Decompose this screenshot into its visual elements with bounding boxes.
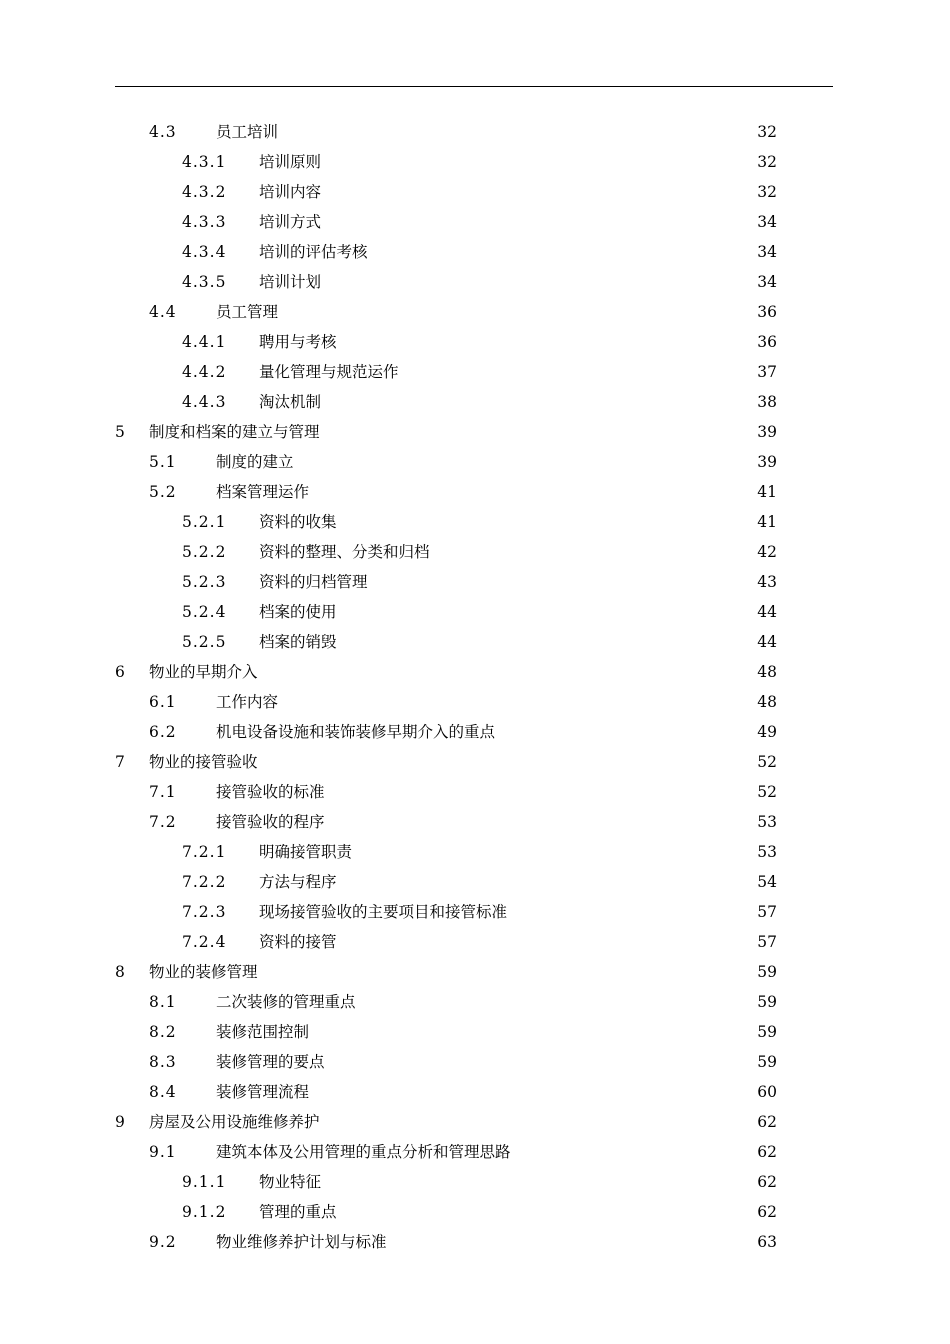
toc-entry[interactable] (0, 447, 950, 477)
toc-entry-page: 62 (757, 1203, 777, 1221)
toc-entry[interactable] (0, 567, 950, 597)
toc-entry-page: 36 (757, 303, 777, 321)
toc-entry-page: 48 (757, 663, 777, 681)
toc-entry-page: 38 (757, 393, 777, 411)
toc-entry[interactable] (0, 327, 950, 357)
toc-entry[interactable] (0, 1167, 950, 1197)
toc-entry-number: 7.2 (149, 813, 177, 831)
toc-entry-page: 62 (757, 1113, 777, 1131)
table-of-contents (0, 117, 950, 1257)
toc-entry-number: 5.2.1 (182, 513, 227, 531)
toc-entry-number: 5.2 (149, 483, 177, 501)
toc-entry-title: 接管验收的标准 (216, 783, 325, 801)
toc-entry-page: 39 (757, 453, 777, 471)
toc-entry-number: 8.1 (149, 993, 177, 1011)
toc-entry-number: 4.3.2 (182, 183, 227, 201)
toc-entry[interactable] (0, 237, 950, 267)
toc-entry-title: 接管验收的程序 (216, 813, 325, 831)
toc-entry-title: 工作内容 (216, 693, 279, 711)
toc-entry-page: 54 (757, 873, 777, 891)
toc-entry-title: 聘用与考核 (259, 333, 337, 351)
toc-entry-title: 装修管理的要点 (216, 1053, 325, 1071)
toc-entry-number: 8.2 (149, 1023, 177, 1041)
toc-entry-number: 9.2 (149, 1233, 177, 1251)
toc-entry-page: 32 (757, 153, 777, 171)
toc-entry-number: 7.2.3 (182, 903, 227, 921)
toc-entry-number: 7.1 (149, 783, 177, 801)
toc-entry-title: 机电设备设施和装饰装修早期介入的重点 (216, 723, 496, 741)
toc-entry-title: 资料的整理、分类和归档 (259, 543, 430, 561)
toc-entry-page: 63 (757, 1233, 777, 1251)
toc-entry-page: 53 (757, 843, 777, 861)
toc-entry-title: 培训内容 (259, 183, 322, 201)
toc-entry[interactable] (0, 627, 950, 657)
toc-entry[interactable] (0, 147, 950, 177)
toc-entry-page: 48 (757, 693, 777, 711)
toc-entry-title: 物业的接管验收 (149, 753, 258, 771)
toc-entry[interactable] (0, 867, 950, 897)
toc-entry-page: 62 (757, 1143, 777, 1161)
toc-entry[interactable] (0, 717, 950, 747)
toc-entry[interactable] (0, 117, 950, 147)
toc-entry-number: 4.3 (149, 123, 177, 141)
toc-entry-page: 57 (757, 933, 777, 951)
toc-entry[interactable] (0, 297, 950, 327)
toc-entry[interactable] (0, 477, 950, 507)
toc-entry-title: 方法与程序 (259, 873, 337, 891)
toc-entry-title: 物业的装修管理 (149, 963, 258, 981)
toc-entry[interactable] (0, 267, 950, 297)
toc-entry-number: 5.2.5 (182, 633, 227, 651)
toc-entry-number: 7.2.2 (182, 873, 227, 891)
toc-entry-number: 5.2.2 (182, 543, 227, 561)
toc-entry-number: 5.2.3 (182, 573, 227, 591)
toc-entry-title: 明确接管职责 (259, 843, 353, 861)
toc-entry-number: 9.1 (149, 1143, 177, 1161)
toc-entry-page: 49 (757, 723, 777, 741)
toc-entry-number: 5 (115, 423, 126, 441)
toc-entry-title: 二次装修的管理重点 (216, 993, 356, 1011)
toc-entry-title: 装修范围控制 (216, 1023, 310, 1041)
toc-entry[interactable] (0, 687, 950, 717)
toc-entry-number: 9.1.2 (182, 1203, 227, 1221)
toc-entry-page: 59 (757, 1023, 777, 1041)
toc-entry[interactable] (0, 987, 950, 1017)
toc-entry-page: 59 (757, 963, 777, 981)
toc-entry-title: 制度的建立 (216, 453, 294, 471)
toc-entry-page: 52 (757, 783, 777, 801)
toc-entry-number: 5.2.4 (182, 603, 227, 621)
toc-entry-page: 52 (757, 753, 777, 771)
toc-entry-page: 60 (757, 1083, 777, 1101)
toc-entry-page: 41 (757, 483, 777, 501)
toc-entry-page: 39 (757, 423, 777, 441)
toc-entry-title: 资料的收集 (259, 513, 337, 531)
toc-entry[interactable] (0, 387, 950, 417)
toc-entry-page: 41 (757, 513, 777, 531)
toc-entry[interactable] (0, 1107, 950, 1137)
toc-entry[interactable] (0, 837, 950, 867)
toc-entry-title: 装修管理流程 (216, 1083, 310, 1101)
toc-entry[interactable] (0, 957, 950, 987)
toc-entry-page: 34 (757, 213, 777, 231)
toc-entry-number: 5.1 (149, 453, 177, 471)
toc-entry-number: 8 (115, 963, 126, 981)
toc-entry-number: 7 (115, 753, 126, 771)
toc-entry-number: 7.2.4 (182, 933, 227, 951)
toc-entry-number: 4.4.3 (182, 393, 227, 411)
toc-entry[interactable] (0, 597, 950, 627)
toc-entry[interactable] (0, 1197, 950, 1227)
toc-entry-title: 培训方式 (259, 213, 322, 231)
toc-entry-number: 4.3.1 (182, 153, 227, 171)
toc-entry-page: 37 (757, 363, 777, 381)
toc-entry-page: 36 (757, 333, 777, 351)
toc-entry-page: 32 (757, 183, 777, 201)
toc-entry[interactable] (0, 207, 950, 237)
toc-entry-page: 62 (757, 1173, 777, 1191)
toc-entry[interactable] (0, 657, 950, 687)
toc-entry-page: 34 (757, 273, 777, 291)
toc-entry-number: 4.4.2 (182, 363, 227, 381)
toc-entry-title: 房屋及公用设施维修养护 (149, 1113, 320, 1131)
toc-entry-number: 9.1.1 (182, 1173, 227, 1191)
toc-entry-title: 培训原则 (259, 153, 322, 171)
toc-entry-title: 制度和档案的建立与管理 (149, 423, 320, 441)
toc-entry-page: 34 (757, 243, 777, 261)
toc-entry[interactable] (0, 1077, 950, 1107)
toc-entry-title: 现场接管验收的主要项目和接管标准 (259, 903, 508, 921)
toc-entry-title: 资料的归档管理 (259, 573, 368, 591)
toc-entry[interactable] (0, 537, 950, 567)
toc-entry-number: 4.4 (149, 303, 177, 321)
toc-entry-title: 淘汰机制 (259, 393, 322, 411)
toc-entry[interactable] (0, 927, 950, 957)
toc-entry-page: 59 (757, 1053, 777, 1071)
toc-entry[interactable] (0, 807, 950, 837)
toc-entry[interactable] (0, 1017, 950, 1047)
toc-entry-page: 53 (757, 813, 777, 831)
toc-entry-number: 8.3 (149, 1053, 177, 1071)
toc-entry-page: 44 (757, 633, 777, 651)
toc-entry[interactable] (0, 357, 950, 387)
toc-entry-number: 4.3.5 (182, 273, 227, 291)
toc-entry-title: 培训计划 (259, 273, 322, 291)
toc-entry-title: 档案的使用 (259, 603, 337, 621)
toc-entry-title: 量化管理与规范运作 (259, 363, 399, 381)
toc-entry-title: 管理的重点 (259, 1203, 337, 1221)
toc-entry-title: 档案的销毁 (259, 633, 337, 651)
toc-entry[interactable] (0, 507, 950, 537)
toc-entry[interactable] (0, 1047, 950, 1077)
toc-entry-title: 物业特征 (259, 1173, 322, 1191)
toc-entry-title: 物业的早期介入 (149, 663, 258, 681)
toc-entry-page: 42 (757, 543, 777, 561)
toc-entry-number: 6 (115, 663, 126, 681)
toc-entry-number: 6.1 (149, 693, 177, 711)
toc-entry-page: 32 (757, 123, 777, 141)
toc-entry-number: 4.4.1 (182, 333, 227, 351)
toc-entry[interactable] (0, 417, 950, 447)
toc-entry[interactable] (0, 1137, 950, 1167)
toc-entry-number: 4.3.4 (182, 243, 227, 261)
toc-entry-number: 6.2 (149, 723, 177, 741)
toc-entry-title: 资料的接管 (259, 933, 337, 951)
toc-entry-number: 9 (115, 1113, 126, 1131)
toc-entry[interactable] (0, 777, 950, 807)
toc-entry-page: 43 (757, 573, 777, 591)
toc-entry-title: 物业维修养护计划与标准 (216, 1233, 387, 1251)
toc-entry[interactable] (0, 897, 950, 927)
toc-entry-page: 59 (757, 993, 777, 1011)
toc-entry-number: 7.2.1 (182, 843, 227, 861)
toc-entry[interactable] (0, 177, 950, 207)
toc-entry[interactable] (0, 1227, 950, 1257)
toc-entry-page: 44 (757, 603, 777, 621)
header-rule (115, 86, 833, 87)
toc-entry-number: 4.3.3 (182, 213, 227, 231)
toc-entry-title: 员工培训 (216, 123, 279, 141)
toc-entry-title: 档案管理运作 (216, 483, 310, 501)
toc-entry-page: 57 (757, 903, 777, 921)
toc-entry-title: 培训的评估考核 (259, 243, 368, 261)
toc-entry-title: 建筑本体及公用管理的重点分析和管理思路 (216, 1143, 511, 1161)
toc-entry[interactable] (0, 747, 950, 777)
toc-entry-title: 员工管理 (216, 303, 279, 321)
toc-entry-number: 8.4 (149, 1083, 177, 1101)
